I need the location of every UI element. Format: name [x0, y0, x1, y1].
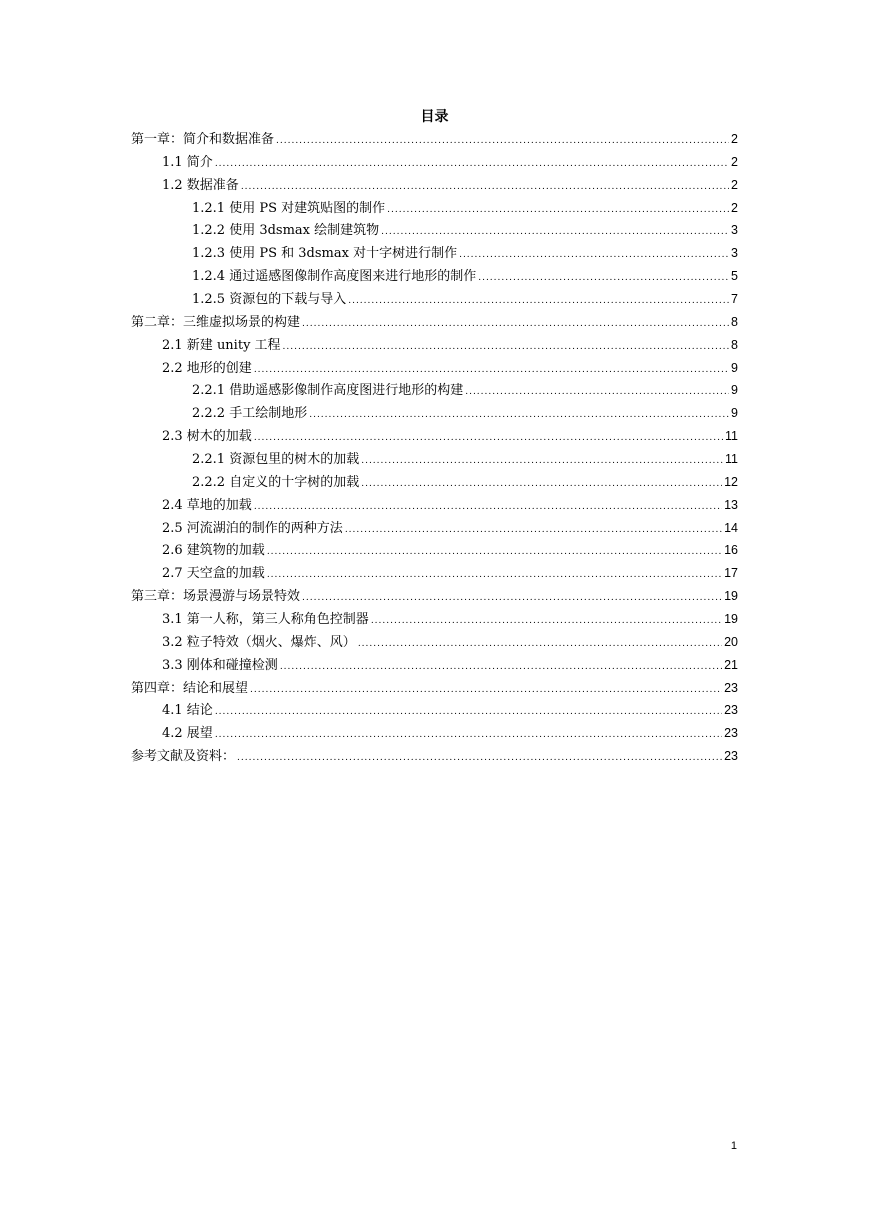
- toc-dot-leader: [387, 199, 729, 222]
- toc-entry[interactable]: [131, 197, 738, 220]
- toc-dot-leader: [237, 747, 722, 770]
- toc-entry-label: 2.3 树木的加载: [162, 429, 252, 445]
- toc-dot-leader: [215, 701, 722, 724]
- toc-entry-page: 12: [724, 474, 738, 489]
- toc-entry[interactable]: [131, 722, 738, 745]
- toc-entry-label: 3.2 粒子特效（烟火、爆炸、风）: [162, 634, 356, 650]
- toc-dot-leader: [381, 221, 729, 244]
- toc-entry[interactable]: [131, 631, 738, 654]
- toc-dot-leader: [302, 587, 722, 610]
- toc-entry-label: 3.1 第一人称，第三人称角色控制器: [162, 612, 369, 628]
- toc-entry-label: 1.2.3 使用 PS 和 3dsmax 对十字树进行制作: [192, 246, 458, 262]
- toc-entry-label: 第四章：结论和展望: [131, 680, 249, 696]
- toc-entry-label: 参考文献及资料：: [131, 749, 236, 765]
- toc-entry-page: 23: [724, 726, 738, 741]
- toc-entry[interactable]: [131, 265, 738, 288]
- toc-dot-leader: [302, 313, 729, 336]
- toc-entry-page: 3: [731, 223, 738, 238]
- toc-entry[interactable]: [131, 219, 738, 242]
- table-of-contents: [131, 128, 738, 768]
- toc-entry[interactable]: [131, 471, 738, 494]
- toc-dot-leader: [254, 427, 723, 450]
- toc-entry-label: 1.1 简介: [162, 154, 213, 170]
- toc-dot-leader: [345, 519, 722, 542]
- toc-entry[interactable]: [131, 745, 738, 768]
- toc-dot-leader: [459, 244, 729, 267]
- toc-entry[interactable]: [131, 288, 738, 311]
- toc-entry-page: 23: [724, 680, 738, 695]
- toc-dot-leader: [283, 336, 730, 359]
- toc-entry-label: 第二章：三维虚拟场景的构建: [131, 314, 301, 330]
- toc-dot-leader: [465, 381, 729, 404]
- toc-dot-leader: [241, 176, 729, 199]
- toc-entry[interactable]: [131, 174, 738, 197]
- toc-dot-leader: [361, 450, 723, 473]
- toc-entry[interactable]: [131, 448, 738, 471]
- toc-dot-leader: [361, 473, 722, 496]
- toc-dot-leader: [348, 290, 729, 313]
- toc-dot-leader: [215, 724, 722, 747]
- toc-entry[interactable]: [131, 539, 738, 562]
- toc-dot-leader: [250, 679, 722, 702]
- toc-entry-label: 2.5 河流湖泊的制作的两种方法: [162, 520, 343, 536]
- toc-entry-page: 2: [731, 132, 738, 146]
- toc-entry[interactable]: [131, 562, 738, 585]
- toc-entry-label: 2.2.2 手工绘制地形: [192, 406, 308, 422]
- toc-entry[interactable]: [131, 402, 738, 425]
- toc-entry-page: 16: [724, 543, 738, 558]
- toc-entry[interactable]: [131, 654, 738, 677]
- toc-entry[interactable]: [131, 128, 738, 151]
- toc-entry-label: 2.2.1 借助遥感影像制作高度图进行地形的构建: [192, 383, 464, 399]
- toc-dot-leader: [267, 564, 722, 587]
- toc-entry-page: 11: [725, 429, 738, 444]
- toc-entry-page: 3: [731, 246, 738, 261]
- toc-entry-label: 2.2.2 自定义的十字树的加载: [192, 474, 360, 490]
- toc-entry-label: 2.6 建筑物的加载: [162, 543, 265, 559]
- toc-entry[interactable]: [131, 151, 738, 174]
- toc-entry-page: 9: [731, 383, 738, 398]
- toc-entry-page: 5: [731, 269, 738, 284]
- toc-entry-page: 2: [731, 200, 738, 215]
- toc-entry-page: 23: [724, 703, 738, 718]
- toc-dot-leader: [254, 359, 729, 382]
- toc-entry-label: 第一章：简介和数据准备: [131, 132, 275, 147]
- toc-entry-page: 14: [724, 520, 738, 535]
- toc-entry-page: 19: [724, 612, 738, 627]
- toc-entry[interactable]: [131, 311, 738, 334]
- toc-entry-label: 1.2.1 使用 PS 对建筑贴图的制作: [192, 200, 386, 216]
- toc-entry-label: 2.2.1 资源包里的树木的加载: [192, 452, 360, 468]
- toc-dot-leader: [254, 496, 722, 519]
- toc-dot-leader: [358, 633, 722, 656]
- toc-entry-page: 17: [724, 566, 738, 581]
- toc-entry-page: 11: [725, 452, 738, 467]
- toc-entry-page: 19: [724, 589, 738, 604]
- toc-entry-label: 1.2.2 使用 3dsmax 绘制建筑物: [192, 223, 380, 239]
- toc-entry-page: 7: [731, 292, 738, 307]
- toc-entry-label: 第三章：场景漫游与场景特效: [131, 589, 301, 605]
- toc-entry-page: 20: [724, 634, 738, 649]
- toc-dot-leader: [309, 404, 729, 427]
- toc-dot-leader: [371, 610, 722, 633]
- page-number: 1: [730, 1140, 737, 1152]
- toc-entry-label: 1.2 数据准备: [162, 177, 239, 193]
- toc-dot-leader: [215, 153, 729, 176]
- toc-entry-label: 1.2.4 通过遥感图像制作高度图来进行地形的制作: [192, 269, 477, 285]
- toc-entry-page: 2: [731, 154, 738, 169]
- toc-entry-page: 9: [731, 360, 738, 375]
- toc-entry[interactable]: [131, 379, 738, 402]
- toc-entry-page: 8: [731, 337, 738, 352]
- toc-dot-leader: [267, 541, 722, 564]
- toc-dot-leader: [280, 656, 722, 679]
- toc-entry[interactable]: [131, 357, 738, 380]
- toc-entry-label: 2.1 新建 unity 工程: [162, 337, 281, 353]
- toc-entry-label: 2.7 天空盒的加载: [162, 566, 265, 582]
- toc-dot-leader: [478, 267, 729, 290]
- toc-entry-page: 2: [731, 177, 738, 192]
- toc-entry-label: 2.2 地形的创建: [162, 360, 252, 376]
- toc-entry-label: 3.3 刚体和碰撞检测: [162, 657, 278, 673]
- toc-entry[interactable]: [131, 334, 738, 357]
- toc-entry[interactable]: [131, 608, 738, 631]
- toc-entry-label: 2.4 草地的加载: [162, 497, 252, 513]
- toc-entry-page: 9: [731, 406, 738, 421]
- toc-entry[interactable]: [131, 677, 738, 700]
- toc-entry-page: 23: [724, 749, 738, 764]
- toc-entry-label: 4.1 结论: [162, 703, 213, 719]
- toc-entry[interactable]: [131, 425, 738, 448]
- toc-dot-leader: [276, 130, 729, 153]
- toc-entry-page: 8: [731, 314, 738, 329]
- toc-title: 目录: [420, 109, 449, 125]
- toc-entry-label: 1.2.5 资源包的下载与导入: [192, 292, 347, 308]
- toc-entry[interactable]: [131, 699, 738, 722]
- toc-entry[interactable]: [131, 494, 738, 517]
- toc-entry-page: 13: [724, 497, 738, 512]
- toc-entry-label: 4.2 展望: [162, 726, 213, 742]
- toc-entry[interactable]: [131, 242, 738, 265]
- toc-entry[interactable]: [131, 585, 738, 608]
- toc-entry-page: 21: [724, 657, 738, 672]
- toc-entry[interactable]: [131, 517, 738, 540]
